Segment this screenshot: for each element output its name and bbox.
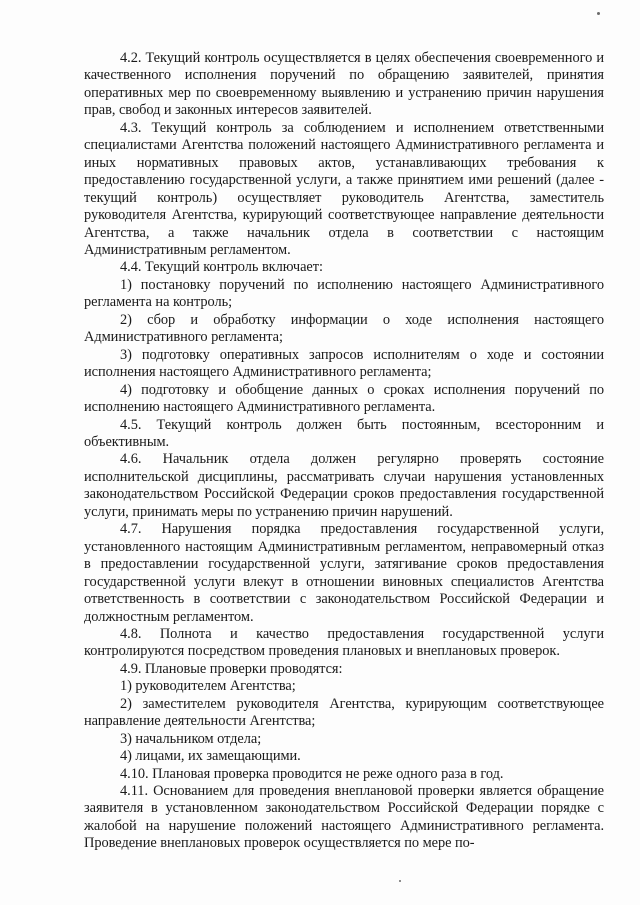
paragraph-4-8: 4.8. Полнота и качество предоставления государственной услуги контролируются посредством проведения плановых и внеплановых проверок. [84,625,604,660]
paragraph-4-5: 4.5. Текущий контроль должен быть постоянным, всесторонним и объективным. [84,416,604,450]
paragraph-4-4: 4.4. Текущий контроль включает: [120,259,323,276]
scan-speck-top [597,12,600,15]
paragraph-4-2: 4.2. Текущий контроль осуществляется в целях обеспечения своевременного и качественного исполнения поручений по обращению заявителей, принятия оперативных мер по своевременному выявлению и устранению причин нарушения прав, свобод и законных интересов заявителей. [84,50,604,119]
list-item-4-4-2: 2) сбор и обработку информации о ходе исполнения настоящего Административного регламента; [84,311,604,346]
document-body [84,50,604,853]
list-item-4-9-2: 2) заместителем руководителя Агентства, курирующим соответствующее направление деятельности Агентства; [84,695,604,730]
scan-speck-bottom [399,880,401,882]
paragraph-4-3: 4.3. Текущий контроль за соблюдением и исполнением ответственными специалистами Агентства положений настоящего Административного регламента и иных нормативных правовых актов, устанавливающих требования к предоставлению государственной услуги, а также принятием ими решений (далее - текущий контроль) осуществляет руководитель Агентства, заместитель руководителя Агентства, курирующий соответствующее направление деятельности Агентства, а также начальник отдела в соответствии с настоящим Административным регламентом. [84,119,604,258]
list-item-4-9-4: 4) лицами, их замещающими. [120,748,301,765]
list-item-4-4-3: 3) подготовку оперативных запросов исполнителям о ходе и состоянии исполнения настоящего Административного регламента; [84,346,604,381]
paragraph-4-7: 4.7. Нарушения порядка предоставления государственной услуги, установленного настоящим Административным регламентом, неправомерный отказ в предоставлении государственной услуги, затягивание сроков предоставления государственной услуги влекут в отношении виновных специалистов Агентства ответственность в соответствии с законодательством Российской Федерации и должностным регламентом. [84,521,604,625]
list-item-4-4-1: 1) постановку поручений по исполнению настоящего Административного регламента на контроль; [84,276,604,311]
list-item-4-9-1: 1) руководителем Агентства; [120,678,296,695]
list-item-4-4-4: 4) подготовку и обобщение данных о сроках исполнения поручений по исполнению настоящего Административного регламента. [84,381,604,416]
list-item-4-9-3: 3) начальником отдела; [120,730,262,747]
paragraph-4-9: 4.9. Плановые проверки проводятся: [120,660,343,677]
paragraph-4-10: 4.10. Плановая проверка проводится не реже одного раза в год. [120,765,504,782]
paragraph-4-6: 4.6. Начальник отдела должен регулярно проверять состояние исполнительской дисциплины, рассматривать случаи нарушения установленных законодательством Российской Федерации сроков предоставления государственной услуги, принимать меры по устранению причин нарушений. [84,451,604,520]
paragraph-4-11: 4.11. Основанием для проведения внеплановой проверки является обращение заявителя в установленном законодательством Российской Федерации порядке с жалобой на нарушение положений настоящего Административного регламента. Проведение внеплановых проверок осуществляется по мере по- [84,783,604,852]
